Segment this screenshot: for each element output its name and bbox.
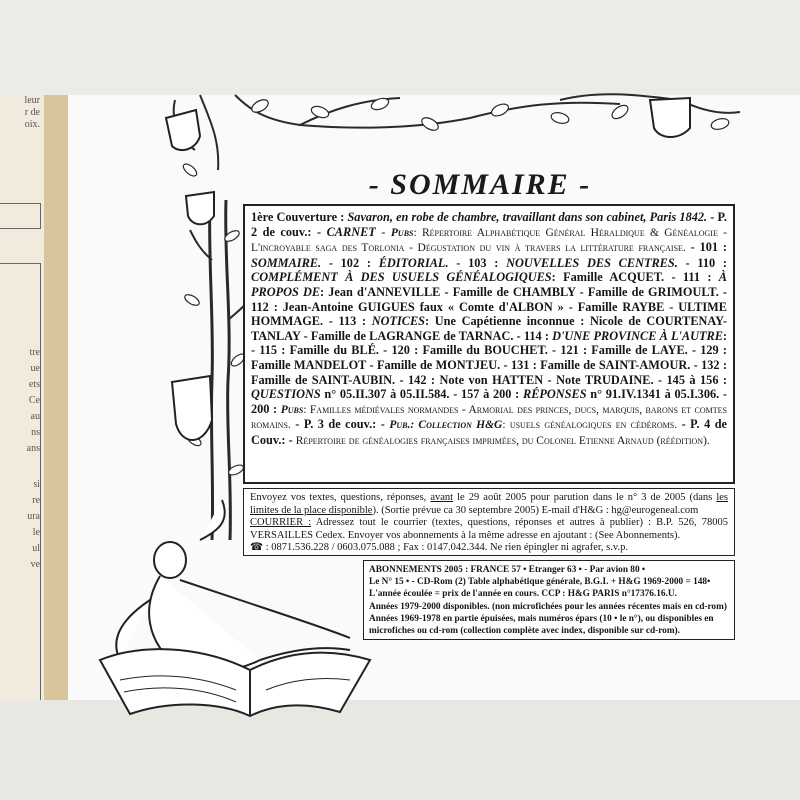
left-fragment: ul: [32, 543, 40, 554]
p4-text: Répertoire de généalogies françaises imprimées, du Colonel Etienne Arnaud (réédition).: [295, 434, 710, 447]
left-fragment: si: [33, 479, 40, 490]
left-fragment: ets: [28, 379, 40, 390]
left-fragment: re: [32, 495, 40, 506]
page-ref: - 102 :: [328, 255, 371, 270]
questions-entry: QUESTIONS: [251, 387, 321, 402]
complement-entry: COMPLÉMENT À DES USUELS GÉNÉALOGIQUES: [251, 270, 552, 285]
left-fragment: ue: [30, 363, 40, 374]
page-ref: - 157 à 200 :: [453, 387, 520, 402]
sommaire-entry: SOMMAIRE.: [251, 255, 322, 270]
left-fragment: ans: [26, 443, 40, 454]
page-ref: - 200 :: [251, 387, 728, 416]
info-text: Envoyez vos textes, questions, réponses,: [250, 492, 427, 503]
page-ref: - 111 :: [671, 270, 712, 285]
province-entry: D'UNE PROVINCE À L'AUTRE: [552, 328, 723, 343]
reponses-text: n° 91.IV.1341 à 05.I.306.: [590, 387, 720, 402]
left-fragment: Ce: [28, 395, 40, 406]
shield-icon: [166, 110, 200, 150]
subscription-box: [363, 560, 735, 640]
email-link[interactable]: hg@eurogeneal.com: [611, 504, 699, 516]
abo-line: ABONNEMENTS 2005 : FRANCE 57 • Etranger 63 • - Par avion 80 •: [369, 565, 646, 575]
p3-label: - P. 3 de couv.: -: [295, 417, 385, 432]
left-fragment: oix.: [24, 119, 40, 130]
phone-fax: ☎ : 0871.536.228 / 0603.075.088 ; Fax : 0147.042.344. Ne rien épingler ni agrafer, s.v.p.: [250, 542, 628, 554]
questions-text: n° 05.II.307 à 05.II.584.: [324, 387, 450, 402]
shield-icon: [172, 376, 212, 440]
nouvelles-entry: NOUVELLES DES CENTRES.: [506, 255, 678, 270]
page-ref: - 114 :: [516, 328, 549, 343]
pubs-label: Pubs: [280, 403, 304, 416]
info-text: le 29 août 2005 pour parution dans le n° 3 de 2005 (dans: [457, 492, 713, 503]
info-avant: avant: [430, 492, 454, 503]
left-fragment: ve: [30, 559, 40, 570]
apropos-entry: À PROPOS DE: [251, 270, 727, 299]
page-ref: - 113 :: [328, 314, 367, 329]
page-ref: - 110 :: [685, 255, 727, 270]
pub-collection: Pub.: Collection H&G: [389, 419, 503, 432]
abo-line: microfiches ou cd-rom (collection complète avec index, disponible sur cd-rom).: [369, 626, 680, 637]
abonnement-text: Envoyer vos abonnements à la même adresse en ajoutant : (See Abonnements).: [347, 529, 681, 541]
courrier-label: COURRIER :: [250, 517, 312, 529]
left-fragment: tre: [29, 347, 40, 358]
editorial-entry: ÉDITORIAL.: [378, 255, 449, 270]
contact-box: [243, 488, 735, 556]
postal-address: B.P. 526, 78005 VERSAILLES Cedex.: [250, 517, 729, 541]
shield-icon: [650, 98, 690, 137]
left-fragment: le: [32, 527, 40, 538]
apropos-text: : Jean d'ANNEVILLE - Famille de CHAMBLY - Famille de GRIMOULT. - 112 : Jean-Antoine GUIGUES faux « Comte d'ALBON » - Famille RAYBE - ULTIME HOMMAGE.: [251, 284, 728, 329]
page-ref: - 101 :: [690, 240, 728, 255]
p2-label: - P. 2 de couv.: -: [251, 210, 727, 239]
notices-entry: NOTICES: [371, 314, 426, 329]
info-limites: les limites de la place disponible: [250, 492, 728, 516]
left-fragment: ns: [31, 427, 40, 438]
abo-line: Années 1979-2000 disponibles. (non microfichées pour les années récentes mais en cd-rom): [369, 601, 727, 612]
page-title: - SOMMAIRE -: [368, 168, 592, 201]
page-ref: - 145 à 156 :: [658, 372, 728, 387]
famille-text: : Famille ACQUET.: [551, 270, 665, 285]
cover1-label: 1ère Couverture :: [251, 210, 345, 224]
province-text: : - 115 : Famille du BLÉ. - 120 : Famille du BOUCHET. - 121 : Famille de LAYE. - 129 : Famille MANDELOT - Famille de MONTJEU. - 131 : Famille de SAINT-AMOUR. - 132 : Famille de SAINT-AUBIN. - 142 : Note von HATTEN - Note TRUDAINE.: [251, 328, 728, 387]
p3-text: : usuels généalogiques en cédéroms.: [502, 419, 678, 432]
p4-label: - P. 4 de Couv.: -: [251, 417, 727, 447]
notices-text: : Une Capétienne inconnue : Nicole de COURTENAY-TANLAY - Famille de LAGRANGE de TARNAC.: [251, 314, 728, 343]
p2-text: : Répertoire Alphabétique Général Héraldique & Généalogie - L'incroyable saga des Torlonia - Dégustation du vin à travers la littérature française.: [251, 226, 727, 255]
abo-line: Le N° 15 • - CD-Rom (2) Table alphabétique générale, B.G.I. + H&G 1969-2000 = 148•: [369, 577, 711, 588]
courrier-text: Adressez tout le courrier (textes, questions, réponses et autres à publier) :: [315, 517, 652, 529]
left-fragment: ura: [27, 511, 40, 522]
abo-line: Années 1969-1978 en partie épuisées, mais numéros épars (10 • le n°), ou disponibles en: [369, 613, 714, 624]
carnet-heading: CARNET: [326, 224, 376, 239]
left-fragment: r de: [24, 107, 40, 118]
left-fragment: au: [30, 411, 40, 422]
page-ref: - 103 :: [456, 255, 499, 270]
abo-line: L'année écoulée = prix de l'année en cours. CCP : H&G PARIS n°17376.16.U.: [369, 589, 677, 600]
pubs-label: Pubs: [390, 226, 414, 239]
left-fragment: leur: [24, 95, 40, 106]
cover1-text: Savaron, en robe de chambre, travaillant dans son cabinet, Paris 1842.: [347, 210, 708, 224]
sommaire-box: 1ère Couverture : Savaron, en robe de chambre, travaillant dans son cabinet, Paris 1842. - P. 2 de couv.: - CARNET - Pubs: Répertoire Alphabétique Général Héraldique & Généalogie - L'incroyable saga des Torlonia - Dégustation du vin à travers la littérature française. - 101 : SOMMAIRE. - 102 : ÉDITORIAL. - 103 : NOUVELLES DES CENTRES. - 110 : COMPLÉMENT À DES USUELS GÉNÉALOGIQUES: Famille ACQUET. - 111 : À PROPOS DE: Jean d'ANNEVILLE - Famille de CHAMBLY - Famille de GRIMOULT. - 112 : Jean-Antoine GUIGUES faux « Comte d'ALBON » - Famille RAYBE - ULTIME HOMMAGE. - 113 : NOTICES: Une Capétienne inconnue : Nicole de COURTENAY-TANLAY - Famille de LAGRANGE de TARNAC. - 114 : D'UNE PROVINCE À L'AUTRE: - 115 : Famille du BLÉ. - 120 : Famille du BOUCHET. - 121 : Famille de LAYE. - 129 : Famille MANDELOT - Famille de MONTJEU. - 131 : Famille de SAINT-AMOUR. - 132 : Famille de SAINT-AUBIN. - 142 : Note von HATTEN - Note TRUDAINE. - 145 à 156 : QUESTIONS n° 05.II.307 à 05.II.584. - 157 à 200 : RÉPONSES n° 91.IV.1341 à 05.I.306. - 200 : Pubs: Familles médiévales normandes - Armorial des princes, ducs, marquis, barons et comtes romains. - P. 3 de couv.: - Pub.: Collection H&G: usuels généalogiques en cédéroms. - P. 4 de Couv.: - Répertoire de généalogies françaises imprimées, du Colonel Etienne Arnaud (réédition).: [243, 204, 735, 484]
reponses-entry: RÉPONSES: [523, 387, 587, 402]
info-text: ). (Sortie prévue ca 30 septembre 2005) E-mail d'H&G :: [372, 504, 609, 516]
p200-text: : Familles médiévales normandes - Armorial des princes, ducs, marquis, barons et comtes romains.: [251, 403, 727, 432]
